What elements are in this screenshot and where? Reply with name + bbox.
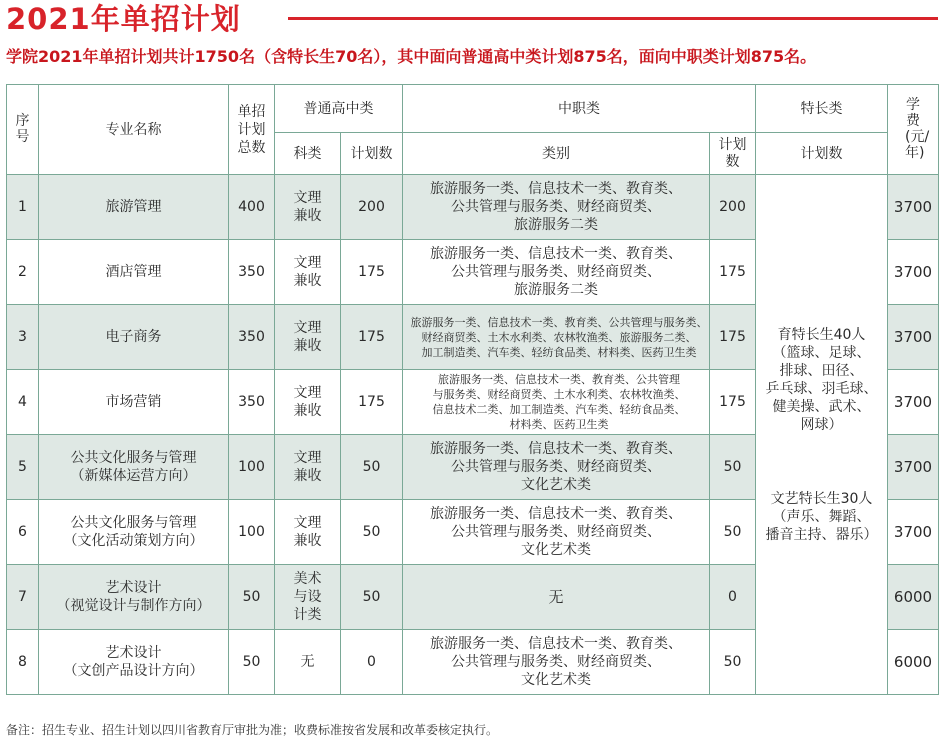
cell-tuition: 6000 (888, 630, 939, 695)
cell-line: 网球） (800, 416, 843, 433)
cell-line: 美术 (293, 571, 322, 587)
cell-tuition: 6000 (888, 565, 939, 630)
cell-line: 文理 (293, 190, 322, 206)
cell-subject (275, 630, 341, 695)
cell-category (403, 565, 710, 630)
cell-line: （声乐、舞蹈、 (772, 508, 871, 525)
cell-line: 文理 (293, 320, 322, 336)
cell-line: 文艺特长生30人 (770, 490, 873, 507)
cell-line: 公共管理与服务类、财经商贸类、 (451, 654, 661, 670)
cell-tuition: 3700 (888, 435, 939, 500)
cell-seq: 7 (7, 565, 39, 630)
cell-line: 公共管理与服务类、财经商贸类、 (451, 199, 661, 215)
cell-line: 无 (548, 588, 564, 606)
cell-subject (275, 240, 341, 305)
plan-summary: 学院2021年单招计划共计1750名（含特长生70名），其中面向普通高中类计划875名，面向中职类计划875名。 (6, 47, 817, 66)
cell-line: 公共管理与服务类、财经商贸类、 (451, 264, 661, 280)
cell-line: 与服务类、财经商贸类、土木水利类、农林牧渔类、 (432, 388, 686, 401)
cell-line: 公共管理与服务类、财经商贸类、 (451, 524, 661, 540)
cell-major (39, 370, 229, 435)
cell-line: 无 (300, 654, 315, 670)
cell-line: 旅游服务一类、信息技术一类、教育类、 (430, 181, 682, 197)
header-vocational-category: 类别 (403, 133, 710, 175)
cell-line: 材料类、医药卫生类 (509, 418, 609, 431)
cell-line: 文理 (293, 450, 322, 466)
cell-line: （文创产品设计方向） (63, 663, 204, 679)
cell-line: （篮球、足球、 (772, 344, 871, 361)
cell-tuition: 3700 (888, 500, 939, 565)
table-row (7, 175, 939, 240)
cell-line: 公共文化服务与管理 (70, 450, 197, 466)
cell-line: 旅游服务一类、信息技术一类、教育类、公共管理与服务类、 (410, 315, 708, 329)
cell-line: 兼收 (293, 533, 322, 549)
cell-total: 350 (229, 240, 275, 305)
cell-general-plan: 0 (341, 630, 403, 695)
cell-seq: 4 (7, 370, 39, 435)
footnote: 备注：招生专业、招生计划以四川省教育厅审批为准；收费标准按省发展和改革委核定执行。 (6, 723, 499, 737)
cell-line: 计类 (293, 607, 322, 623)
cell-line: 公共管理与服务类、财经商贸类、 (451, 459, 661, 475)
cell-tuition: 3700 (888, 175, 939, 240)
cell-tuition: 3700 (888, 305, 939, 370)
table-body (7, 175, 939, 695)
cell-subject (275, 175, 341, 240)
cell-line: 播音主持、器乐） (765, 526, 878, 543)
cell-line: 文理 (293, 255, 322, 271)
cell-subject (275, 305, 341, 370)
header-seq: 序号 (7, 85, 39, 175)
cell-line: 旅游服务一类、信息技术一类、教育类、 (430, 246, 682, 262)
cell-line: 兼收 (293, 403, 322, 419)
cell-seq: 5 (7, 435, 39, 500)
cell-subject (275, 565, 341, 630)
cell-line: 文理 (293, 385, 322, 401)
cell-line: 电子商务 (105, 329, 162, 345)
cell-general-plan: 50 (341, 565, 403, 630)
title-divider (288, 17, 938, 20)
header-general-subject: 科类 (275, 133, 341, 175)
cell-line: 艺术设计 (105, 645, 162, 661)
cell-general-plan: 200 (341, 175, 403, 240)
cell-line: 财经商贸类、土木水利类、农林牧渔类、旅游服务二类、 (421, 330, 697, 344)
cell-subject (275, 500, 341, 565)
cell-major (39, 500, 229, 565)
cell-general-plan: 50 (341, 435, 403, 500)
cell-total: 350 (229, 305, 275, 370)
cell-total: 50 (229, 565, 275, 630)
cell-category (403, 500, 710, 565)
cell-line: （视觉设计与制作方向） (56, 598, 211, 614)
cell-general-plan: 175 (341, 370, 403, 435)
header-general-plan: 计划数 (341, 133, 403, 175)
cell-line: 兼收 (293, 468, 322, 484)
cell-vocational-plan: 175 (710, 305, 756, 370)
cell-line: 健美操、武术、 (772, 398, 871, 415)
cell-major (39, 240, 229, 305)
cell-total: 400 (229, 175, 275, 240)
cell-seq: 6 (7, 500, 39, 565)
cell-category (403, 240, 710, 305)
header-vocational-plan: 计划数 (710, 133, 756, 175)
cell-line: 旅游服务一类、信息技术一类、教育类、 (430, 441, 682, 457)
cell-category (403, 435, 710, 500)
cell-vocational-plan: 200 (710, 175, 756, 240)
cell-line: 旅游管理 (105, 199, 162, 215)
cell-line: 排球、田径、 (779, 362, 864, 379)
cell-line: 乒乓球、羽毛球、 (765, 380, 878, 397)
cell-seq: 1 (7, 175, 39, 240)
cell-line: 旅游服务一类、信息技术一类、教育类、 (430, 636, 682, 652)
cell-category (403, 175, 710, 240)
page-title: 2021年单招计划 (6, 2, 241, 36)
header-tuition: 学费(元/年) (888, 85, 939, 175)
cell-category (403, 370, 710, 435)
cell-major (39, 435, 229, 500)
cell-line: 市场营销 (105, 394, 162, 410)
cell-vocational-plan: 0 (710, 565, 756, 630)
header-total: 单招计划总数 (229, 85, 275, 175)
cell-total: 100 (229, 435, 275, 500)
cell-total: 50 (229, 630, 275, 695)
cell-seq: 2 (7, 240, 39, 305)
cell-vocational-plan: 175 (710, 240, 756, 305)
cell-line: 文化艺术类 (521, 542, 591, 558)
cell-major (39, 565, 229, 630)
cell-total: 350 (229, 370, 275, 435)
cell-category (403, 630, 710, 695)
cell-line: 酒店管理 (105, 264, 162, 280)
cell-line: 文化艺术类 (521, 672, 591, 688)
cell-line: 文化艺术类 (521, 477, 591, 493)
cell-seq: 3 (7, 305, 39, 370)
cell-special-plan (756, 175, 888, 695)
header-general-group: 普通高中类 (275, 85, 403, 133)
cell-line: 与设 (293, 589, 322, 605)
header-vocational-group: 中职类 (403, 85, 756, 133)
cell-general-plan: 50 (341, 500, 403, 565)
cell-line: 信息技术二类、加工制造类、汽车类、轻纺食品类、 (432, 403, 686, 416)
cell-line: （文化活动策划方向） (63, 533, 204, 549)
header-special-group: 特长类 (756, 85, 888, 133)
cell-line: 旅游服务一类、信息技术一类、教育类、公共管理 (438, 373, 680, 386)
cell-line: 兼收 (293, 273, 322, 289)
cell-major (39, 175, 229, 240)
cell-total: 100 (229, 500, 275, 565)
cell-line: 公共文化服务与管理 (70, 515, 197, 531)
cell-tuition: 3700 (888, 240, 939, 305)
cell-subject (275, 370, 341, 435)
cell-general-plan: 175 (341, 240, 403, 305)
cell-line: （新媒体运营方向） (70, 468, 197, 484)
cell-line: 艺术设计 (105, 580, 162, 596)
cell-line: 旅游服务二类 (514, 282, 598, 298)
cell-line: 兼收 (293, 208, 322, 224)
cell-vocational-plan: 50 (710, 435, 756, 500)
cell-general-plan: 175 (341, 305, 403, 370)
header-special-plan: 计划数 (756, 133, 888, 175)
cell-major (39, 630, 229, 695)
cell-seq: 8 (7, 630, 39, 695)
cell-tuition: 3700 (888, 370, 939, 435)
cell-major (39, 305, 229, 370)
special-spacer (756, 434, 887, 490)
cell-vocational-plan: 50 (710, 630, 756, 695)
cell-subject (275, 435, 341, 500)
cell-line: 加工制造类、汽车类、轻纺食品类、材料类、医药卫生类 (421, 345, 697, 359)
cell-line: 兼收 (293, 338, 322, 354)
enrollment-plan-table (6, 84, 939, 695)
header-major: 专业名称 (39, 85, 229, 175)
cell-vocational-plan: 50 (710, 500, 756, 565)
cell-vocational-plan: 175 (710, 370, 756, 435)
cell-line: 文理 (293, 515, 322, 531)
cell-line: 育特长生40人 (777, 326, 866, 343)
cell-line: 旅游服务一类、信息技术一类、教育类、 (430, 506, 682, 522)
cell-line: 旅游服务二类 (514, 217, 598, 233)
cell-category (403, 305, 710, 370)
